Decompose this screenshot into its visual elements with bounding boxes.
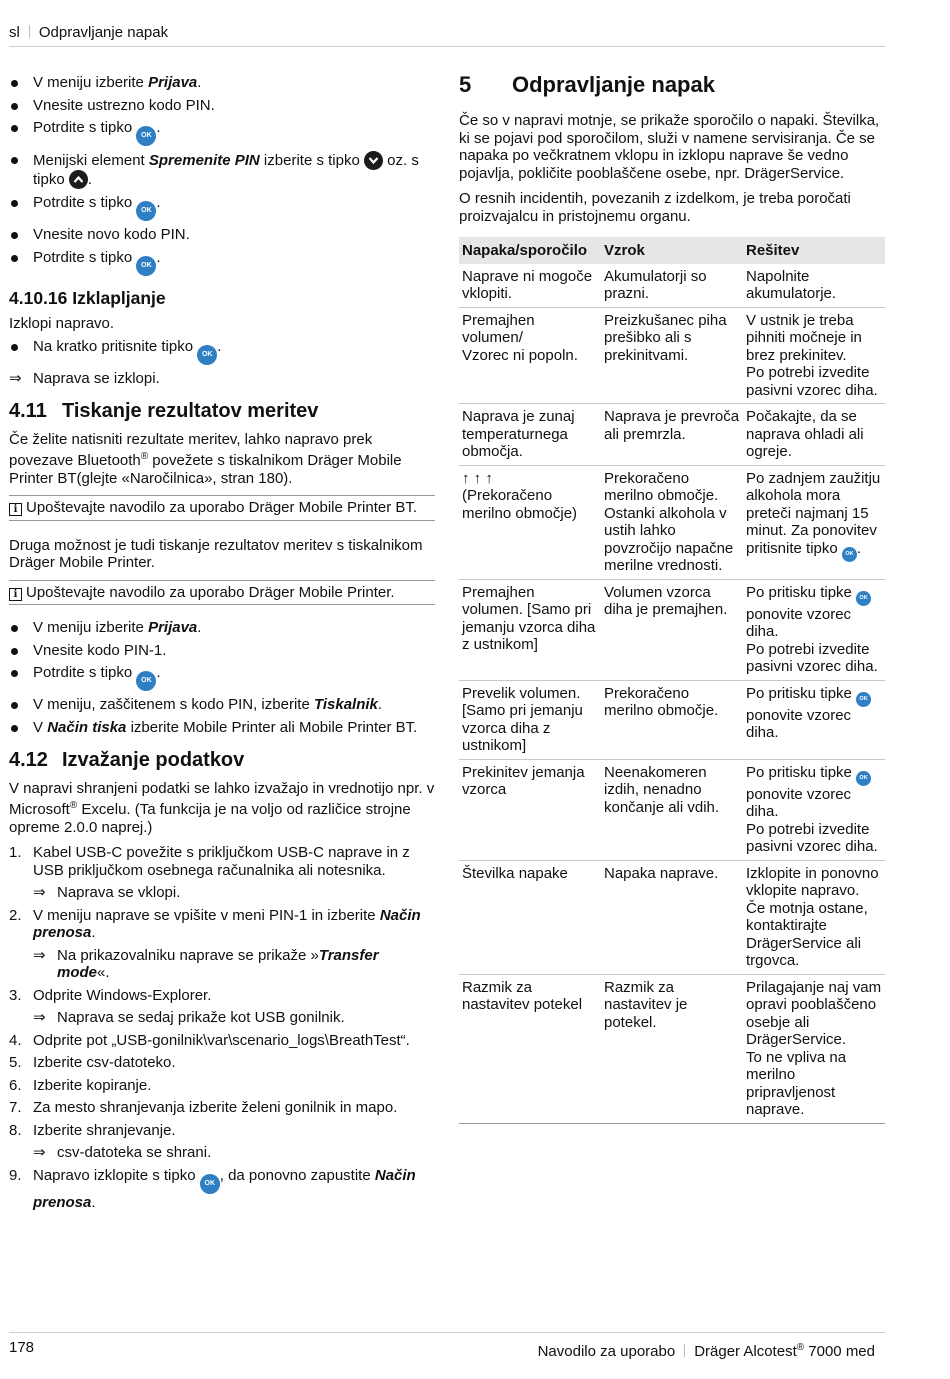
- info-icon: i: [9, 588, 22, 601]
- list-item: 4. Odprite pot „USB-gonilnik\var\scenario_logs\BreathTest“.: [9, 1031, 410, 1049]
- table-cell: Po pritisku tipke OK ponovite vzorec diha. Po potrebi izvedite pasivni vzorec diha.: [743, 579, 885, 680]
- footer-product: Dräger Alcotest® 7000 med: [694, 1342, 875, 1360]
- list-item: 5. Izberite csv-datoteko.: [9, 1054, 176, 1071]
- table-row: [459, 307, 885, 404]
- table-cell: Prekoračeno merilno območje.: [601, 680, 743, 759]
- paragraph: Izklopi napravo.: [9, 315, 115, 332]
- result-arrow-icon: ⇒: [9, 369, 22, 387]
- list-item: Potrdite s tipko OK .: [9, 119, 435, 146]
- footer-doc-title: Navodilo za uporabo: [537, 1343, 676, 1360]
- list-item: 3. Odprite Windows-Explorer. ⇒ Naprava se sedaj prikaže kot USB gonilnik.: [9, 987, 435, 1027]
- list-item: Vnesite novo kodo PIN.: [9, 226, 435, 244]
- list-item: 6. Izberite kopiranje.: [9, 1076, 152, 1094]
- column-header: Vzrok: [601, 237, 743, 264]
- export-steps: [9, 844, 435, 1211]
- result-item: ⇒ Naprava se izklopi.: [9, 369, 160, 387]
- result-item: ⇒ Naprava se vklopi.: [33, 884, 181, 901]
- table-cell: Neenakomeren izdih, nenadno končanje ali vdih.: [601, 759, 743, 860]
- section-heading-4-11: 4.11 Tiskanje rezultatov meritev: [9, 400, 319, 422]
- ok-key-icon: OK: [856, 692, 871, 707]
- section-heading-4-10-16: 4.10.16 Izklapljanje: [9, 287, 166, 308]
- paragraph: Druga možnost je tudi tiskanje rezultatov meritev s tiskalnikom Dräger Mobile Printer.: [9, 536, 423, 571]
- switch-off-steps: [9, 338, 435, 365]
- paragraph: V napravi shranjeni podatki se lahko izvažajo in vrednotijo npr. v Microsoft® Excelu. (Ta funkcija je na voljo od različice strojne opreme 2.0.0 naprej.): [9, 779, 435, 836]
- table-cell: Premajhen volumen/ Vzorec ni popoln.: [459, 307, 601, 404]
- table-body: [459, 264, 885, 1124]
- header-title: Odpravljanje napak: [38, 24, 169, 41]
- ok-key-icon: OK: [136, 256, 156, 276]
- chevron-up-key-icon: [69, 170, 88, 189]
- list-item: V Način tiska izberite Mobile Printer ali Mobile Printer BT.: [9, 719, 435, 737]
- table-row: [459, 579, 885, 680]
- table-cell: Prevelik volumen. [Samo pri jemanju vzorca diha z ustnikom]: [459, 680, 601, 759]
- ok-key-icon: OK: [197, 345, 217, 365]
- table-cell: Naprava je prevroča ali premrzla.: [601, 404, 743, 466]
- list-item: V meniju, zaščitenem s kodo PIN, izberite Tiskalnik.: [9, 696, 435, 714]
- table-cell: Po pritisku tipke OK ponovite vzorec diha. Po potrebi izvedite pasivni vzorec diha.: [743, 759, 885, 860]
- column-header: Napaka/sporočilo: [459, 237, 601, 264]
- header-separator: [29, 25, 30, 38]
- list-item: Vnesite kodo PIN-1.: [9, 642, 435, 660]
- table-row: [459, 264, 885, 308]
- list-item: 9. Napravo izklopite s tipko OK , da ponovno zapustite Način prenosa.: [9, 1166, 416, 1211]
- result-item: ⇒ Na prikazovalniku naprave se prikaže »Transfer mode«.: [33, 946, 379, 981]
- left-column: [9, 74, 435, 1216]
- ok-key-icon: OK: [200, 1174, 220, 1194]
- table-cell: Volumen vzorca diha je premajhen.: [601, 579, 743, 680]
- info-note: i Upoštevajte navodilo za uporabo Dräger Mobile Printer.: [9, 580, 435, 606]
- table-row: [459, 465, 885, 579]
- list-item: V meniju izberite Prijava.: [9, 619, 435, 637]
- result-item: ⇒ Naprava se sedaj prikaže kot USB gonilnik.: [33, 1009, 345, 1026]
- right-column: [459, 72, 885, 1124]
- table-cell: Po pritisku tipke OK ponovite vzorec diha.: [743, 680, 885, 759]
- info-icon: i: [9, 503, 22, 516]
- table-cell: Prekinitev jemanja vzorca: [459, 759, 601, 860]
- chevron-down-key-icon: [364, 151, 383, 170]
- ok-key-icon: OK: [856, 591, 871, 606]
- list-item: Potrdite s tipko OK .: [9, 664, 435, 691]
- list-item: 7. Za mesto shranjevanja izberite želeni gonilnik in mapo.: [9, 1099, 398, 1116]
- ok-key-icon: OK: [856, 771, 871, 786]
- ok-key-icon: OK: [136, 671, 156, 691]
- language-code: sl: [9, 24, 20, 41]
- table-cell: Prekoračeno merilno območje. Ostanki alkohola v ustih lahko povzročijo napačne merilne vrednosti.: [601, 465, 743, 579]
- table-cell: Počakajte, da se naprava ohladi ali ogreje.: [743, 404, 885, 466]
- page-footer: [9, 1332, 885, 1360]
- list-item: 2. V meniju naprave se vpišite v meni PIN-1 in izberite Način prenosa. ⇒ Na prikazovalniku naprave se prikaže »Transfer mode«.: [9, 907, 435, 982]
- list-item: V meniju izberite Prijava.: [9, 74, 435, 92]
- result-arrow-icon: ⇒: [33, 946, 46, 964]
- table-cell: Napaka naprave.: [601, 860, 743, 974]
- list-item: Potrdite s tipko OK .: [9, 194, 435, 221]
- table-row: [459, 974, 885, 1123]
- result-arrow-icon: ⇒: [33, 1144, 46, 1161]
- paragraph: Če želite natisniti rezultate meritev, lahko napravo prek povezave Bluetooth® povežete s tiskalnikom Dräger Mobile Printer BT(glejte «Naročilnica», stran 180).: [9, 430, 402, 487]
- table-cell: Preizkušanec piha prešibko ali s prekinitvami.: [601, 307, 743, 404]
- table-header-row: [459, 237, 885, 264]
- table-cell: Po zadnjem zaužitju alkohola mora preteči najmanj 15 minut. Za ponovitev pritisnite tipko OK .: [743, 465, 885, 579]
- ok-key-icon: OK: [136, 201, 156, 221]
- table-row: [459, 680, 885, 759]
- info-note: i Upoštevajte navodilo za uporabo Dräger Mobile Printer BT.: [9, 495, 435, 521]
- page-header: [9, 24, 885, 47]
- table-cell: Številka napake: [459, 860, 601, 974]
- print-steps: [9, 619, 435, 736]
- table-cell: V ustnik je treba pihniti močneje in brez prekinitev. Po potrebi izvedite pasivni vzorec diha.: [743, 307, 885, 404]
- table-row: [459, 759, 885, 860]
- table-cell: Razmik za nastavitev je potekel.: [601, 974, 743, 1123]
- table-cell: Napolnite akumulatorje.: [743, 264, 885, 308]
- table-cell: Naprava je zunaj temperaturnega območja.: [459, 404, 601, 466]
- list-item: Menijski element Spremenite PIN izberite s tipko oz. s tipko .: [9, 151, 435, 189]
- list-item: Vnesite ustrezno kodo PIN.: [9, 97, 435, 115]
- table-cell: Akumulatorji so prazni.: [601, 264, 743, 308]
- table-row: [459, 860, 885, 974]
- result-arrow-icon: ⇒: [33, 884, 46, 901]
- table-cell: Prilagajanje naj vam opravi pooblaščeno osebje ali DrägerService. To ne vpliva na merilno pripravljenost naprave.: [743, 974, 885, 1123]
- footer-doc-info: [538, 1339, 875, 1361]
- table-cell: ↑ ↑ ↑ (Prekoračeno merilno območje): [459, 465, 601, 579]
- page-number: 178: [9, 1339, 35, 1356]
- pin-change-steps: [9, 74, 435, 276]
- troubleshooting-table: [459, 237, 885, 1124]
- list-item: Potrdite s tipko OK .: [9, 249, 435, 276]
- section-heading-4-12: 4.12 Izvažanje podatkov: [9, 749, 245, 771]
- footer-separator: [684, 1344, 685, 1357]
- column-header: Rešitev: [743, 237, 885, 264]
- list-item: 8. Izberite shranjevanje. ⇒ csv-datoteka se shrani.: [9, 1122, 435, 1162]
- table-cell: Razmik za nastavitev potekel: [459, 974, 601, 1123]
- list-item: Na kratko pritisnite tipko OK .: [9, 338, 435, 365]
- chapter-heading: 5 Odpravljanje napak: [459, 72, 715, 97]
- paragraph: Če so v napravi motnje, se prikaže sporočilo o napaki. Številka, ki se pojavi pod sporočilom, služi v namene servisiranja. Če se napaka po večkratnem vklopu in izklopu naprave še vedno pojavlja, pokličite pooblaščene osebe, npr. DrägerService.: [459, 112, 880, 182]
- paragraph: O resnih incidentih, povezanih z izdelkom, je treba poročati proizvajalcu in pristojnemu organu.: [459, 190, 851, 225]
- table-cell: Naprave ni mogoče vklopiti.: [459, 264, 601, 308]
- table-cell: Premajhen volumen. [Samo pri jemanju vzorca diha z ustnikom]: [459, 579, 601, 680]
- result-arrow-icon: ⇒: [33, 1009, 46, 1026]
- table-row: [459, 404, 885, 466]
- ok-key-icon: OK: [136, 126, 156, 146]
- ok-key-icon: OK: [842, 547, 857, 562]
- result-item: ⇒ csv-datoteka se shrani.: [33, 1144, 212, 1161]
- list-item: 1. Kabel USB-C povežite s priključkom USB-C naprave in z USB priključkom osebnega računalnika ali notesnika. ⇒ Naprava se vklopi.: [9, 844, 435, 902]
- table-cell: Izklopite in ponovno vklopite napravo. Če motnja ostane, kontaktirajte DrägerService ali trgovca.: [743, 860, 885, 974]
